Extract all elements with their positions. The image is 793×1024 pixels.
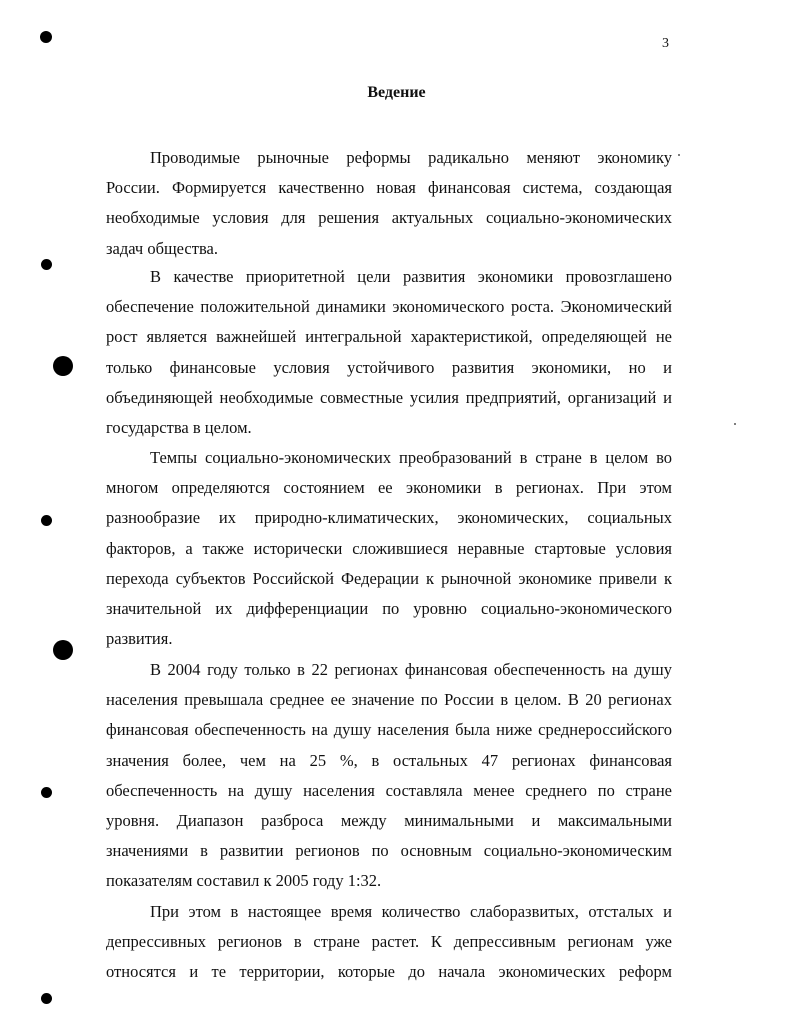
paragraph-1: [106, 143, 672, 264]
text-line: показателям составил к 2005 году 1:32.: [106, 871, 382, 891]
text-line: В качестве приоритетной цели развития экономики провозглашено: [150, 267, 672, 286]
paragraph-2: [106, 262, 672, 443]
punch-hole-mark: [53, 356, 73, 376]
page-number: 3: [662, 36, 669, 51]
text-line: перехода субъектов Российской Федерации к рыночной экономике привели к: [106, 568, 672, 588]
text-line: задач общества.: [106, 238, 218, 258]
page-title: Ведение: [367, 84, 426, 101]
punch-hole-mark: [41, 515, 52, 526]
punch-hole-mark: [53, 640, 73, 660]
scan-speck: [734, 423, 736, 425]
text-line: факторов, а также исторически сложившиеся неравные стартовые условия: [106, 538, 672, 558]
text-line: обеспечение положительной динамики экономического роста. Экономический: [106, 297, 672, 317]
text-line: объединяющей необходимые совместные усилия предприятий, организаций и: [106, 387, 672, 407]
text-line: относятся и те территории, которые до начала экономических реформ: [106, 962, 672, 982]
text-line: значениями в развитии регионов по основным социально-экономическим: [106, 841, 672, 861]
paragraph-3: [106, 443, 672, 654]
text-line: При этом в настоящее время количество слаборазвитых, отсталых и: [150, 902, 672, 921]
text-line: России. Формируется качественно новая финансовая система, создающая: [106, 178, 672, 198]
text-line: многом определяются состоянием ее экономики в регионах. При этом: [106, 478, 672, 498]
text-line: разнообразие их природно-климатических, экономических, социальных: [106, 508, 672, 528]
text-line: Проводимые рыночные реформы радикально меняют экономику: [150, 148, 672, 167]
punch-hole-mark: [41, 259, 52, 270]
paragraph-5: [106, 897, 672, 988]
text-line: значения более, чем на 25 %, в остальных 47 регионах финансовая: [106, 750, 672, 770]
text-line: Темпы социально-экономических преобразований в стране в целом во: [150, 448, 672, 467]
text-line: обеспеченность на душу населения составляла менее среднего по стране: [106, 780, 672, 800]
text-line: рост является важнейшей интегральной характеристикой, определяющей не: [106, 327, 672, 347]
text-line: В 2004 году только в 22 регионах финансовая обеспеченность на душу: [150, 660, 672, 679]
text-line: необходимые условия для решения актуальных социально-экономических: [106, 208, 672, 228]
punch-hole-mark: [40, 31, 52, 43]
text-line: депрессивных регионов в стране растет. К депрессивным регионам уже: [106, 932, 672, 952]
text-line: населения превышала среднее ее значение по России в целом. В 20 регионах: [106, 690, 672, 710]
text-line: только финансовые условия устойчивого развития экономики, но и: [106, 357, 672, 377]
text-line: уровня. Диапазон разброса между минимальными и максимальными: [106, 810, 672, 830]
scan-speck: [678, 154, 680, 156]
punch-hole-mark: [41, 787, 52, 798]
text-line: государства в целом.: [106, 417, 252, 437]
punch-hole-mark: [41, 993, 52, 1004]
text-line: финансовая обеспеченность на душу населения была ниже среднероссийского: [106, 720, 672, 740]
text-line: значительной их дифференциации по уровню социально-экономического: [106, 598, 672, 618]
text-line: развития.: [106, 629, 173, 649]
paragraph-4: [106, 655, 672, 897]
